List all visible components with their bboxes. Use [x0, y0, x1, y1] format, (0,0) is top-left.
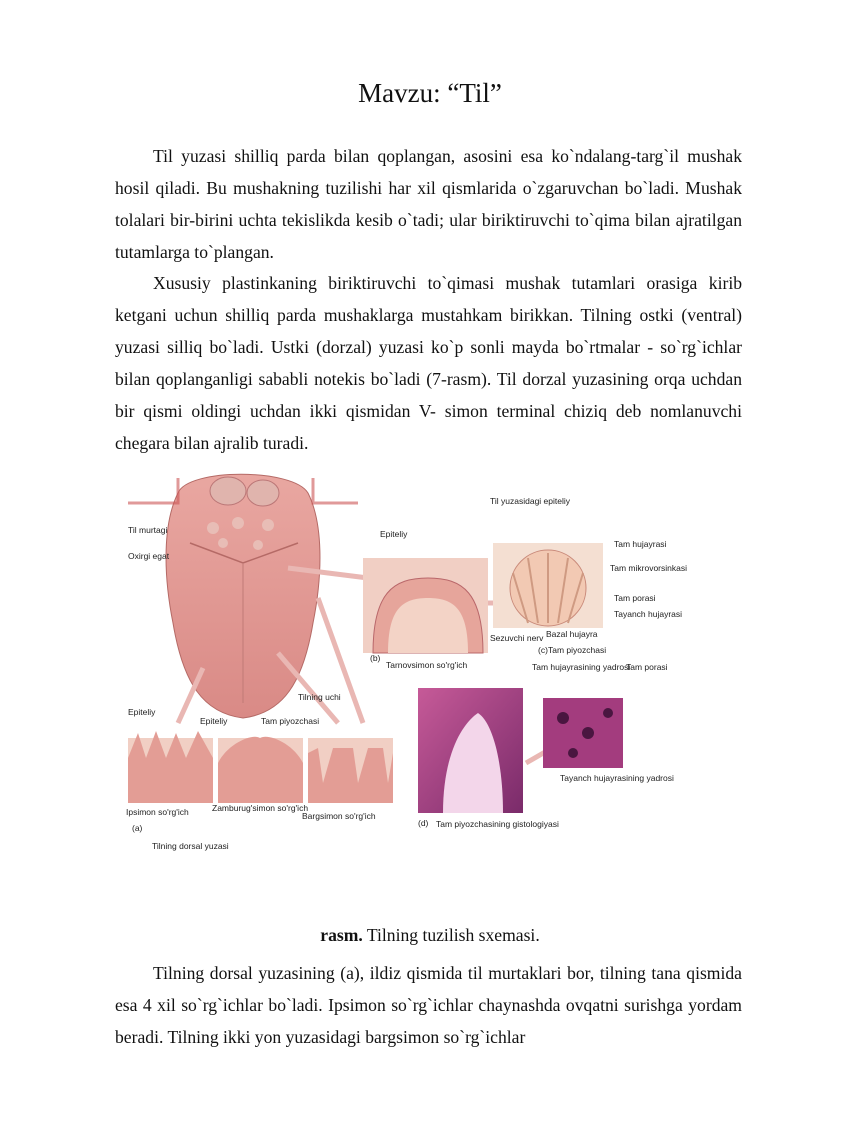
label-tam-mikrovorsinkasi: Tam mikrovorsinkasi — [610, 563, 687, 573]
caption-text: Tilning tuzilish sxemasi. — [362, 925, 540, 945]
label-a-marker: (a) — [132, 823, 143, 833]
label-sezuvchi-nerv: Sezuvchi nerv — [490, 633, 544, 643]
caption-bold: rasm. — [320, 925, 363, 945]
label-tam-piyozchasi-a: Tam piyozchasi — [261, 716, 320, 726]
label-til-yuzasidagi-epiteliy: Til yuzasidagi epiteliy — [490, 496, 570, 506]
label-bargsimon: Bargsimon so'rg'ich — [302, 811, 376, 821]
paragraph-2-text: Xususiy plastinkaning biriktiruvchi to`qimasi mushak tutamlari orasiga kirib ketgani uchun shilliq parda mushaklarga mustahkam birikkan. Tilning ostki (ventral) yuzasi silliq bo`ladi. Ustki (dorzal) yuzasi ko`p sonli mayda bo`rtmalar - so`rg`ichlar bilan qoplanganligi sababli notekis bo`ladi (7-rasm). Til dorzal yuzasining orqa uchdan bir qismi oldingi uchdan ikki qismidan V- simon terminal chiziq deb nomlanuvchi chegara bilan ajralib turadi. — [115, 273, 742, 453]
label-c-marker: (c) — [538, 645, 548, 655]
taste-bud-panel — [493, 543, 603, 628]
label-tilning-uchi: Tilning uchi — [298, 692, 341, 702]
label-tam-porasi-d: Tam porasi — [626, 662, 668, 672]
circumvallate-papilla-panel — [363, 558, 488, 653]
paragraph-3-text: Tilning dorsal yuzasining (a), ildiz qismida til murtaklari bor, tilning tana qismida esa 4 xil so`rg`ichlar bo`ladi. Ipsimon so`rg`ichlar chaynashda ovqatni surishga yordam beradi. Tilning ikki yon yuzasidagi bargsimon so`rg`ichlar — [115, 963, 742, 1047]
label-ipsimon: Ipsimon so'rg'ich — [126, 807, 189, 817]
papillae-types-panel — [128, 731, 393, 803]
paragraph-2 — [115, 267, 742, 459]
tongue-illustration — [128, 474, 358, 718]
label-tayanch-hujayrasi: Tayanch hujayrasi — [614, 609, 683, 619]
label-oxirgi-egat: Oxirgi egat — [128, 551, 170, 561]
paragraph-1-text: Til yuzasi shilliq parda bilan qoplangan, asosini esa ko`ndalang-targ`il mushak hosil qiladi. Bu mushakning tuzilishi har xil qismlarida o`zgaruvchan bo`ladi. Mushak tolalari bir-birini uchta tekislikda kesib o`tadi; ular biriktiruvchi to`qima bilan ajratilgan tutamlarga to`plangan. — [115, 146, 742, 262]
label-zamburugsimon: Zamburug'simon so'rg'ich — [212, 803, 309, 813]
figure-caption — [0, 925, 860, 946]
label-d-marker: (d) — [418, 818, 429, 828]
page-title: Mavzu: “Til” — [358, 78, 502, 108]
histology-panel — [418, 688, 623, 813]
label-tam-hujayrasi: Tam hujayrasi — [614, 539, 667, 549]
label-tam-piyozchasining-gistologiyasi: Tam piyozchasining gistologiyasi — [436, 819, 559, 829]
label-epiteliy-b: Epiteliy — [380, 529, 408, 539]
label-tayanch-hujayrasining-yadrosi: Tayanch hujayrasining yadrosi — [560, 773, 674, 783]
label-til-murtagi: Til murtagi — [128, 525, 168, 535]
label-b-marker: (b) — [370, 653, 381, 663]
paragraph-1 — [115, 140, 742, 268]
tongue-structure-figure — [118, 463, 687, 873]
label-epiteliy-a2: Epiteliy — [200, 716, 228, 726]
label-bazal-hujayra: Bazal hujayra — [546, 629, 598, 639]
label-tam-piyozchasi-c: Tam piyozchasi — [548, 645, 607, 655]
label-epiteliy-a1: Epiteliy — [128, 707, 156, 717]
label-tam-porasi-c: Tam porasi — [614, 593, 656, 603]
label-tam-hujayrasining-yadrosi: Tam hujayrasining yadrosi — [532, 662, 631, 672]
label-tilning-dorsal-yuzasi: Tilning dorsal yuzasi — [152, 841, 229, 851]
label-tarnovsimon: Tarnovsimon so'rg'ich — [386, 660, 468, 670]
paragraph-3 — [115, 957, 742, 1053]
